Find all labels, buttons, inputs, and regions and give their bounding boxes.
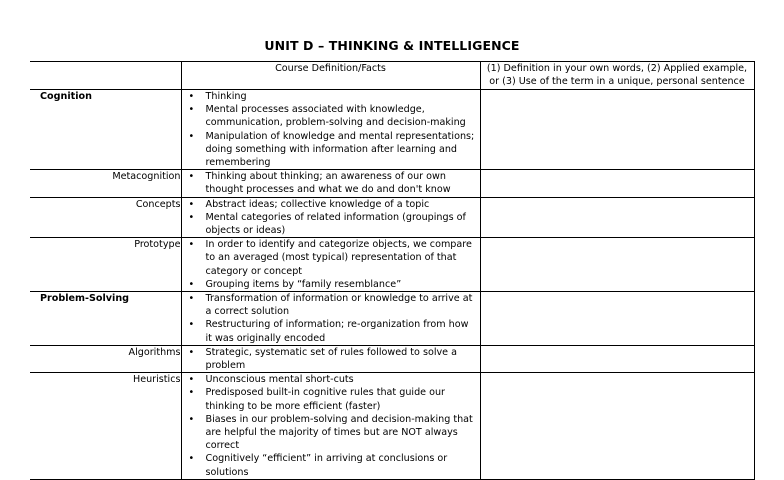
definition-cell bbox=[181, 90, 480, 170]
table-row bbox=[30, 292, 754, 346]
table-body bbox=[30, 90, 754, 480]
notes-cell[interactable] bbox=[480, 345, 754, 372]
definition-item: • Biases in our problem-solving and decision-making that are helpful the majority of times but are NOT always correct bbox=[206, 413, 478, 453]
definition-item: • Grouping items by “family resemblance” bbox=[206, 278, 478, 291]
definition-cell bbox=[181, 238, 480, 292]
notes-cell[interactable] bbox=[480, 197, 754, 238]
subtopic-term: Metacognition bbox=[112, 171, 181, 183]
definition-list bbox=[182, 170, 480, 196]
subtopic-term: Concepts bbox=[135, 198, 181, 210]
subtopic-term: Heuristics bbox=[132, 374, 181, 386]
definition-item: • Abstract ideas; collective knowledge of a topic bbox=[206, 198, 478, 211]
definition-item: • Restructuring of information; re-organization from how it was originally encoded bbox=[206, 318, 478, 344]
definition-cell bbox=[181, 345, 480, 372]
definition-cell bbox=[181, 292, 480, 346]
topic-term: Cognition bbox=[40, 91, 92, 102]
term-cell bbox=[30, 292, 181, 346]
definition-list bbox=[182, 198, 480, 238]
definition-cell bbox=[181, 170, 480, 197]
table-header-row bbox=[30, 62, 754, 90]
document-title: UNIT D – THINKING & INTELLIGENCE bbox=[264, 38, 520, 53]
definition-list bbox=[182, 346, 480, 372]
table-row bbox=[30, 170, 754, 197]
notes-cell[interactable] bbox=[480, 373, 754, 480]
definition-item: • Thinking bbox=[206, 90, 478, 103]
term-cell bbox=[30, 238, 181, 292]
vocabulary-table bbox=[30, 61, 755, 480]
term-cell bbox=[30, 373, 181, 480]
definition-cell bbox=[181, 373, 480, 480]
notes-cell[interactable] bbox=[480, 90, 754, 170]
definition-list bbox=[182, 90, 480, 169]
table-row bbox=[30, 373, 754, 480]
definition-list bbox=[182, 373, 480, 479]
header-notes: (1) Definition in your own words, (2) Applied example, or (3) Use of the term in a unique, personal sentence bbox=[480, 62, 754, 90]
definition-item: • Mental processes associated with knowledge, communication, problem-solving and decision-making bbox=[206, 103, 478, 129]
topic-term: Problem-Solving bbox=[40, 293, 130, 305]
definition-list bbox=[182, 292, 480, 345]
definition-item: • Cognitively “efficient” in arriving at conclusions or solutions bbox=[206, 452, 478, 478]
definition-item: • Unconscious mental short-cuts bbox=[206, 373, 478, 386]
table-row bbox=[30, 238, 754, 292]
definition-item: • Predisposed built-in cognitive rules that guide our thinking to be more efficient (faster) bbox=[206, 386, 478, 412]
definition-item: • Mental categories of related information (groupings of objects or ideas) bbox=[206, 211, 478, 237]
notes-cell[interactable] bbox=[480, 170, 754, 197]
subtopic-term: Algorithms bbox=[128, 346, 181, 358]
term-cell bbox=[30, 197, 181, 238]
definition-item: • Thinking about thinking; an awareness of our own thought processes and what we do and don't know bbox=[206, 170, 478, 196]
definition-cell bbox=[181, 197, 480, 238]
table-row bbox=[30, 90, 754, 170]
table-row bbox=[30, 345, 754, 372]
subtopic-term: Prototype bbox=[134, 239, 181, 251]
notes-cell[interactable] bbox=[480, 292, 754, 346]
term-cell bbox=[30, 345, 181, 372]
definition-item: • Strategic, systematic set of rules followed to solve a problem bbox=[206, 346, 478, 372]
definition-item: • In order to identify and categorize objects, we compare to an averaged (most typical) representation of that category or concept bbox=[206, 238, 478, 278]
table-row bbox=[30, 197, 754, 238]
header-definition: Course Definition/Facts bbox=[181, 62, 480, 90]
definition-list bbox=[182, 238, 480, 291]
definition-item: • Transformation of information or knowledge to arrive at a correct solution bbox=[206, 292, 478, 318]
term-cell bbox=[30, 90, 181, 170]
header-term bbox=[30, 62, 181, 90]
term-cell bbox=[30, 170, 181, 197]
definition-item: • Manipulation of knowledge and mental representations; doing something with information after learning and remembering bbox=[206, 130, 478, 170]
notes-cell[interactable] bbox=[480, 238, 754, 292]
